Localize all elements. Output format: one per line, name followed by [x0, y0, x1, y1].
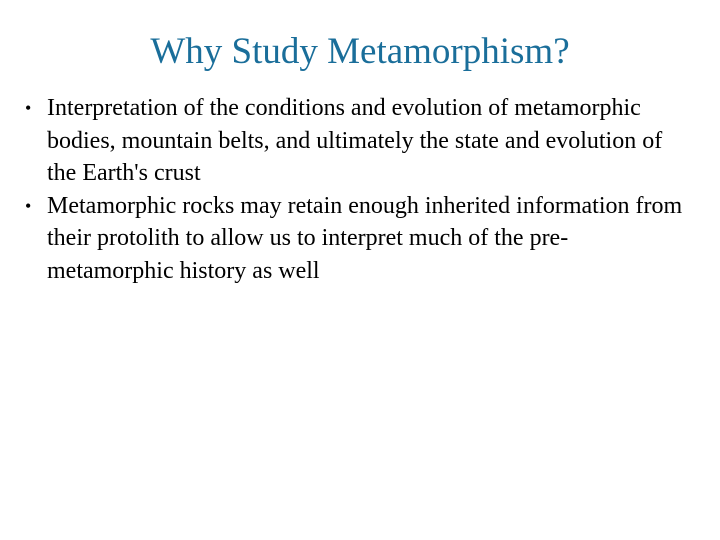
bullet-item: [25, 190, 685, 288]
bullet-list: [25, 92, 685, 287]
bullet-text: Interpretation of the conditions and evolution of metamorphic bodies, mountain belts, and ultimately the state and evolution of the Earth's crust: [47, 95, 663, 186]
bullet-marker: •: [25, 195, 32, 216]
bullet-item: [25, 92, 685, 190]
slide-title: Why Study Metamorphism?: [150, 31, 570, 72]
bullet-marker: •: [25, 98, 32, 118]
bullet-text: Metamorphic rocks may retain enough inherited information from their protolith to allow us to interpret much of the pre-metamorphic history as well: [47, 192, 683, 284]
